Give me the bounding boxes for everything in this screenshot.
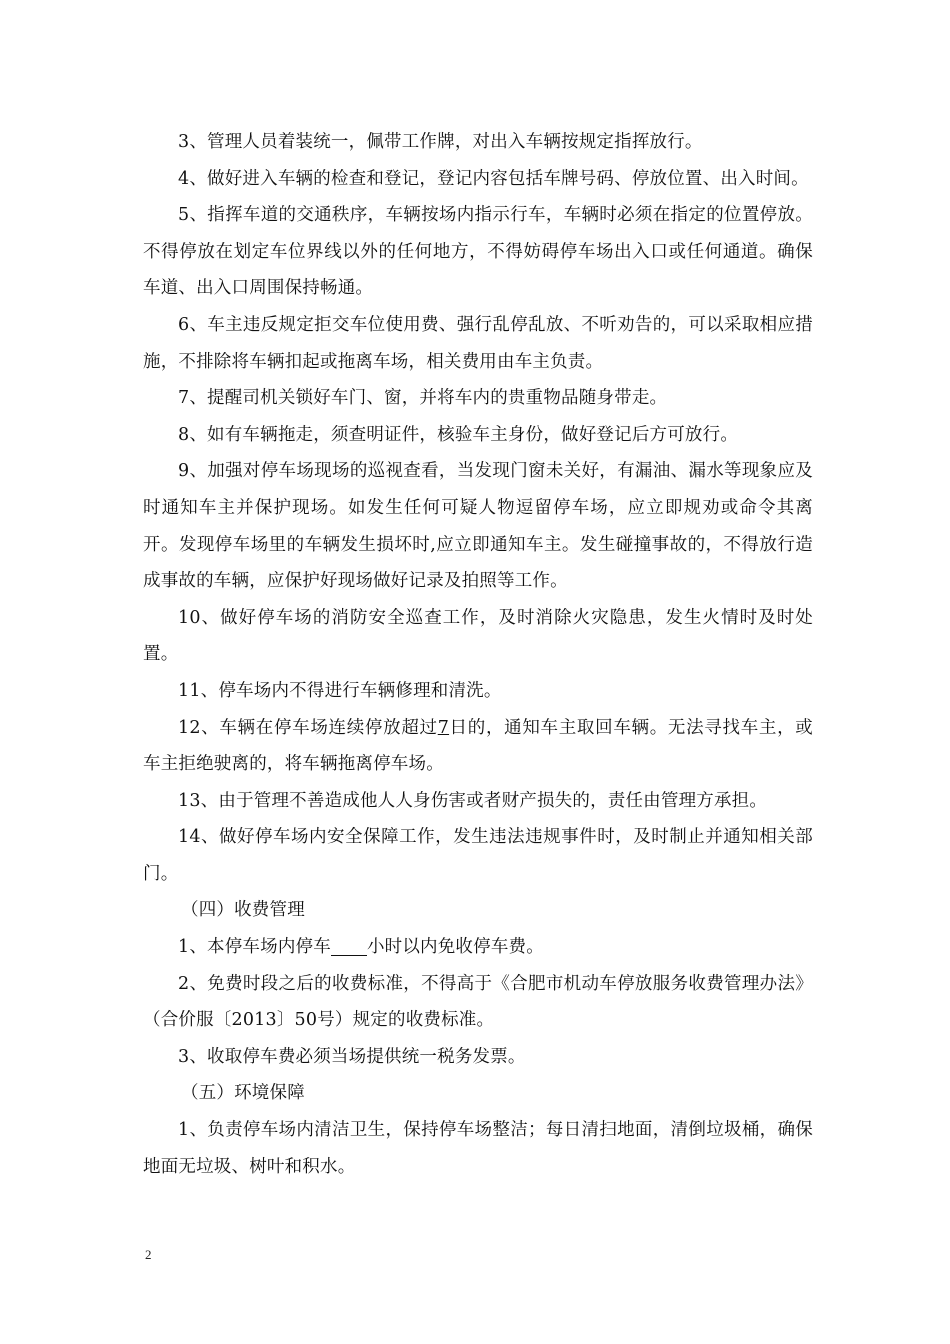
fee-item-1 (143, 929, 813, 966)
max-days-value: 7 (437, 717, 450, 738)
paragraph-11: 11、停车场内不得进行车辆修理和清洗。 (178, 680, 502, 701)
paragraph-12-start: 12、车辆在停车场连续停放超过 (178, 717, 438, 738)
fee-item-1-end: 小时以内免收停车费。 (366, 937, 544, 958)
paragraph-3: 3、管理人员着装统一，佩带工作牌，对出入车辆按规定指挥放行。 (178, 132, 703, 152)
paragraph-12 (143, 710, 813, 783)
paragraph-10: 10、做好停车场的消防安全巡查工作，及时消除火灾隐患，发生火情时及时处置。 (143, 607, 813, 665)
section-fee-management-title: （四）收费管理 (181, 900, 305, 921)
fee-item-2: 2、免费时段之后的收费标准，不得高于《合肥市机动车停放服务收费管理办法》（合价服〔2013〕50号）规定的收费标准。 (143, 973, 813, 1031)
paragraph-9: 9、加强对停车场现场的巡视查看，当发现门窗未关好，有漏油、漏水等现象应及时通知车主并保护现场。如发生任何可疑人物逗留停车场，应立即规劝或命令其离开。发现停车场里的车辆发生损坏时,应立即通知车主。发生碰撞事故的，不得放行造成事故的车辆，应保护好现场做好记录及拍照等工作。 (143, 461, 813, 592)
environment-item-1: 1、负责停车场内清洁卫生，保持停车场整洁；每日清扫地面，清倒垃圾桶，确保地面无垃圾、树叶和积水。 (143, 1120, 813, 1177)
page-number: 2 (145, 1247, 152, 1262)
paragraph-6: 6、车主违反规定拒交车位使用费、强行乱停乱放、不听劝告的，可以采取相应措施，不排除将车辆扣起或拖离车场，相关费用由车主负责。 (143, 314, 813, 372)
fee-item-3: 3、收取停车费必须当场提供统一税务发票。 (178, 1046, 526, 1067)
paragraph-8: 8、如有车辆拖走，须查明证件，核验车主身份，做好登记后方可放行。 (178, 424, 739, 445)
paragraph-7: 7、提醒司机关锁好车门、窗，并将车内的贵重物品随身带走。 (178, 388, 668, 409)
paragraph-13: 13、由于管理不善造成他人人身伤害或者财产损失的，责任由管理方承担。 (178, 790, 768, 811)
paragraph-4: 4、做好进入车辆的检查和登记，登记内容包括车牌号码、停放位置、出入时间。 (178, 168, 809, 189)
free-hours-blank (331, 937, 367, 956)
fee-item-1-start: 1、本停车场内停车 (178, 937, 331, 958)
section-environment-title: （五）环境保障 (181, 1083, 305, 1104)
paragraph-14: 14、做好停车场内安全保障工作，发生违法违规事件时，及时制止并通知相关部门。 (143, 827, 813, 884)
paragraph-5: 5、指挥车道的交通秩序，车辆按场内指示行车，车辆时必须在指定的位置停放。不得停放在划定车位界线以外的任何地方，不得妨碍停车场出入口或任何通道。确保车道、出入口周围保持畅通。 (143, 205, 813, 299)
paragraph-12-end: 日的，通知车主取回车辆。无法寻找车主，或车主拒绝驶离的，将车辆拖离停车场。 (143, 717, 813, 775)
document-body (143, 124, 813, 1185)
